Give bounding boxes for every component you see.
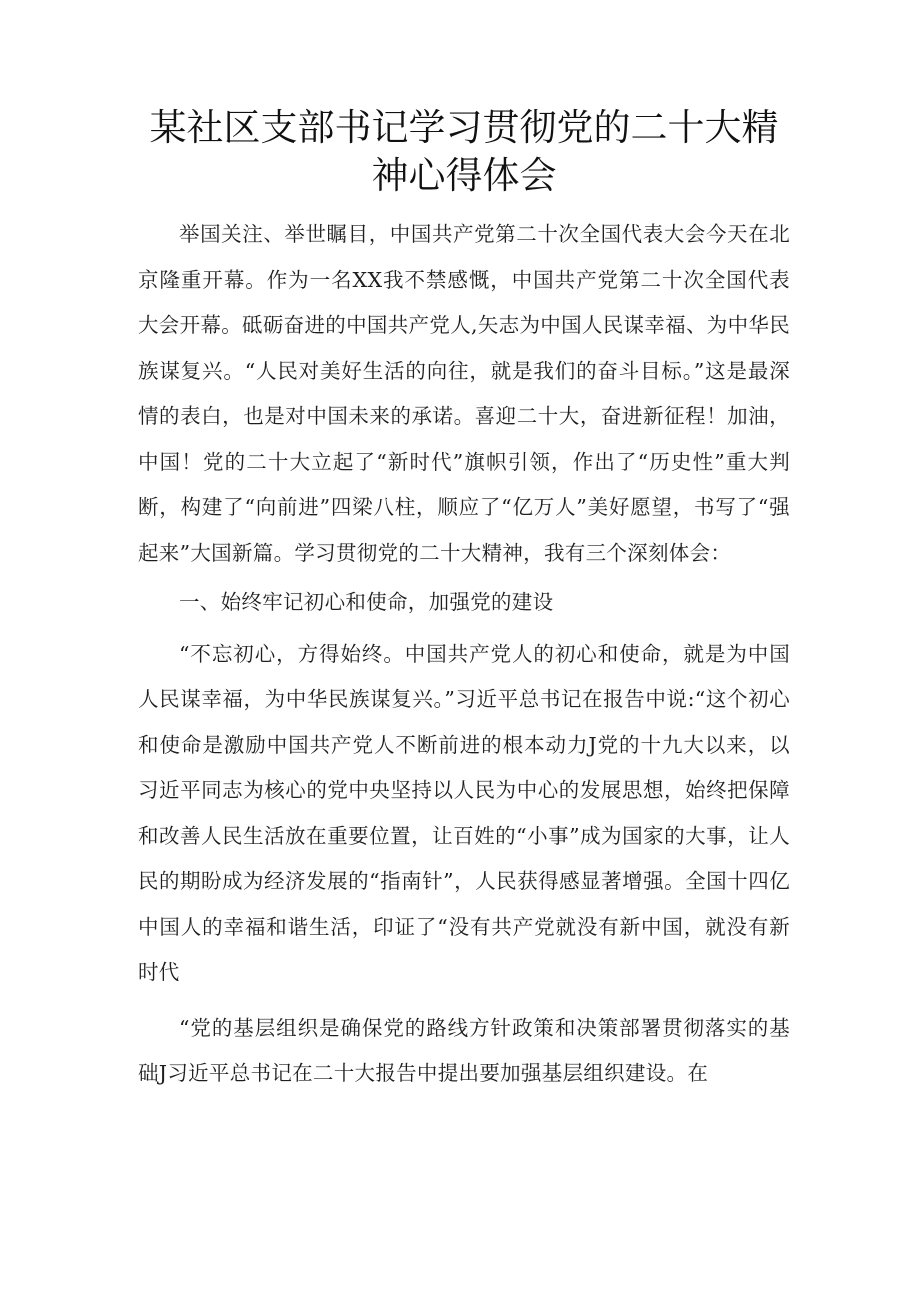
paragraph-gap xyxy=(138,996,790,1006)
title-line-2: 神心得体会 xyxy=(371,154,557,197)
section-paragraph-1: “不忘初心，方得始终。中国共产党人的初心和使命，就是为中国人民谋幸福，为中华民族谋复兴。”习近平总书记在报告中说:“这个初心和使命是激励中国共产党人不断前进的根本动力J党的十九大以来，以习近平同志为核心的党中央坚持以人民为中心的发展思想，始终把保障和改善人民生活放在重要位置，让百姓的“小事”成为国家的大事，让人民的期盼成为经济发展的“指南针”，人民获得感显著增强。全国十四亿中国人的幸福和谐生活，印证了“没有共产党就没有新中国，就没有新时代 xyxy=(138,641,790,984)
section-paragraph-2: “党的基层组织是确保党的路线方针政策和决策部署贯彻落实的基础J习近平总书记在二十大报告中提出要加强基层组织建设。在 xyxy=(138,1015,790,1085)
intro-paragraph: 举国关注、举世瞩目，中国共产党第二十次全国代表大会今天在北京隆重开幕。作为一名XX我不禁感慨，中国共产党第二十次全国代表大会开幕。砥砺奋进的中国共产党人,矢志为中国人民谋幸福、为中华民族谋复兴。“人民对美好生活的向往，就是我们的奋斗目标。”这是最深情的表白，也是对中国未来的承诺。喜迎二十大，奋进新征程！加油，中国！党的二十大立起了“新时代”旗帜引领，作出了“历史性”重大判断，构建了“向前进”四梁八柱，顺应了“亿万人”美好愿望，书写了“强起来”大国新篇。学习贯彻党的二十大精神，我有三个深刻体会： xyxy=(138,222,790,565)
section-heading: 一、始终牢记初心和使命，加强党的建设 xyxy=(179,590,554,614)
document-title xyxy=(138,104,790,200)
title-line-1: 某社区支部书记学习贯彻党的二十大精 xyxy=(149,106,779,149)
